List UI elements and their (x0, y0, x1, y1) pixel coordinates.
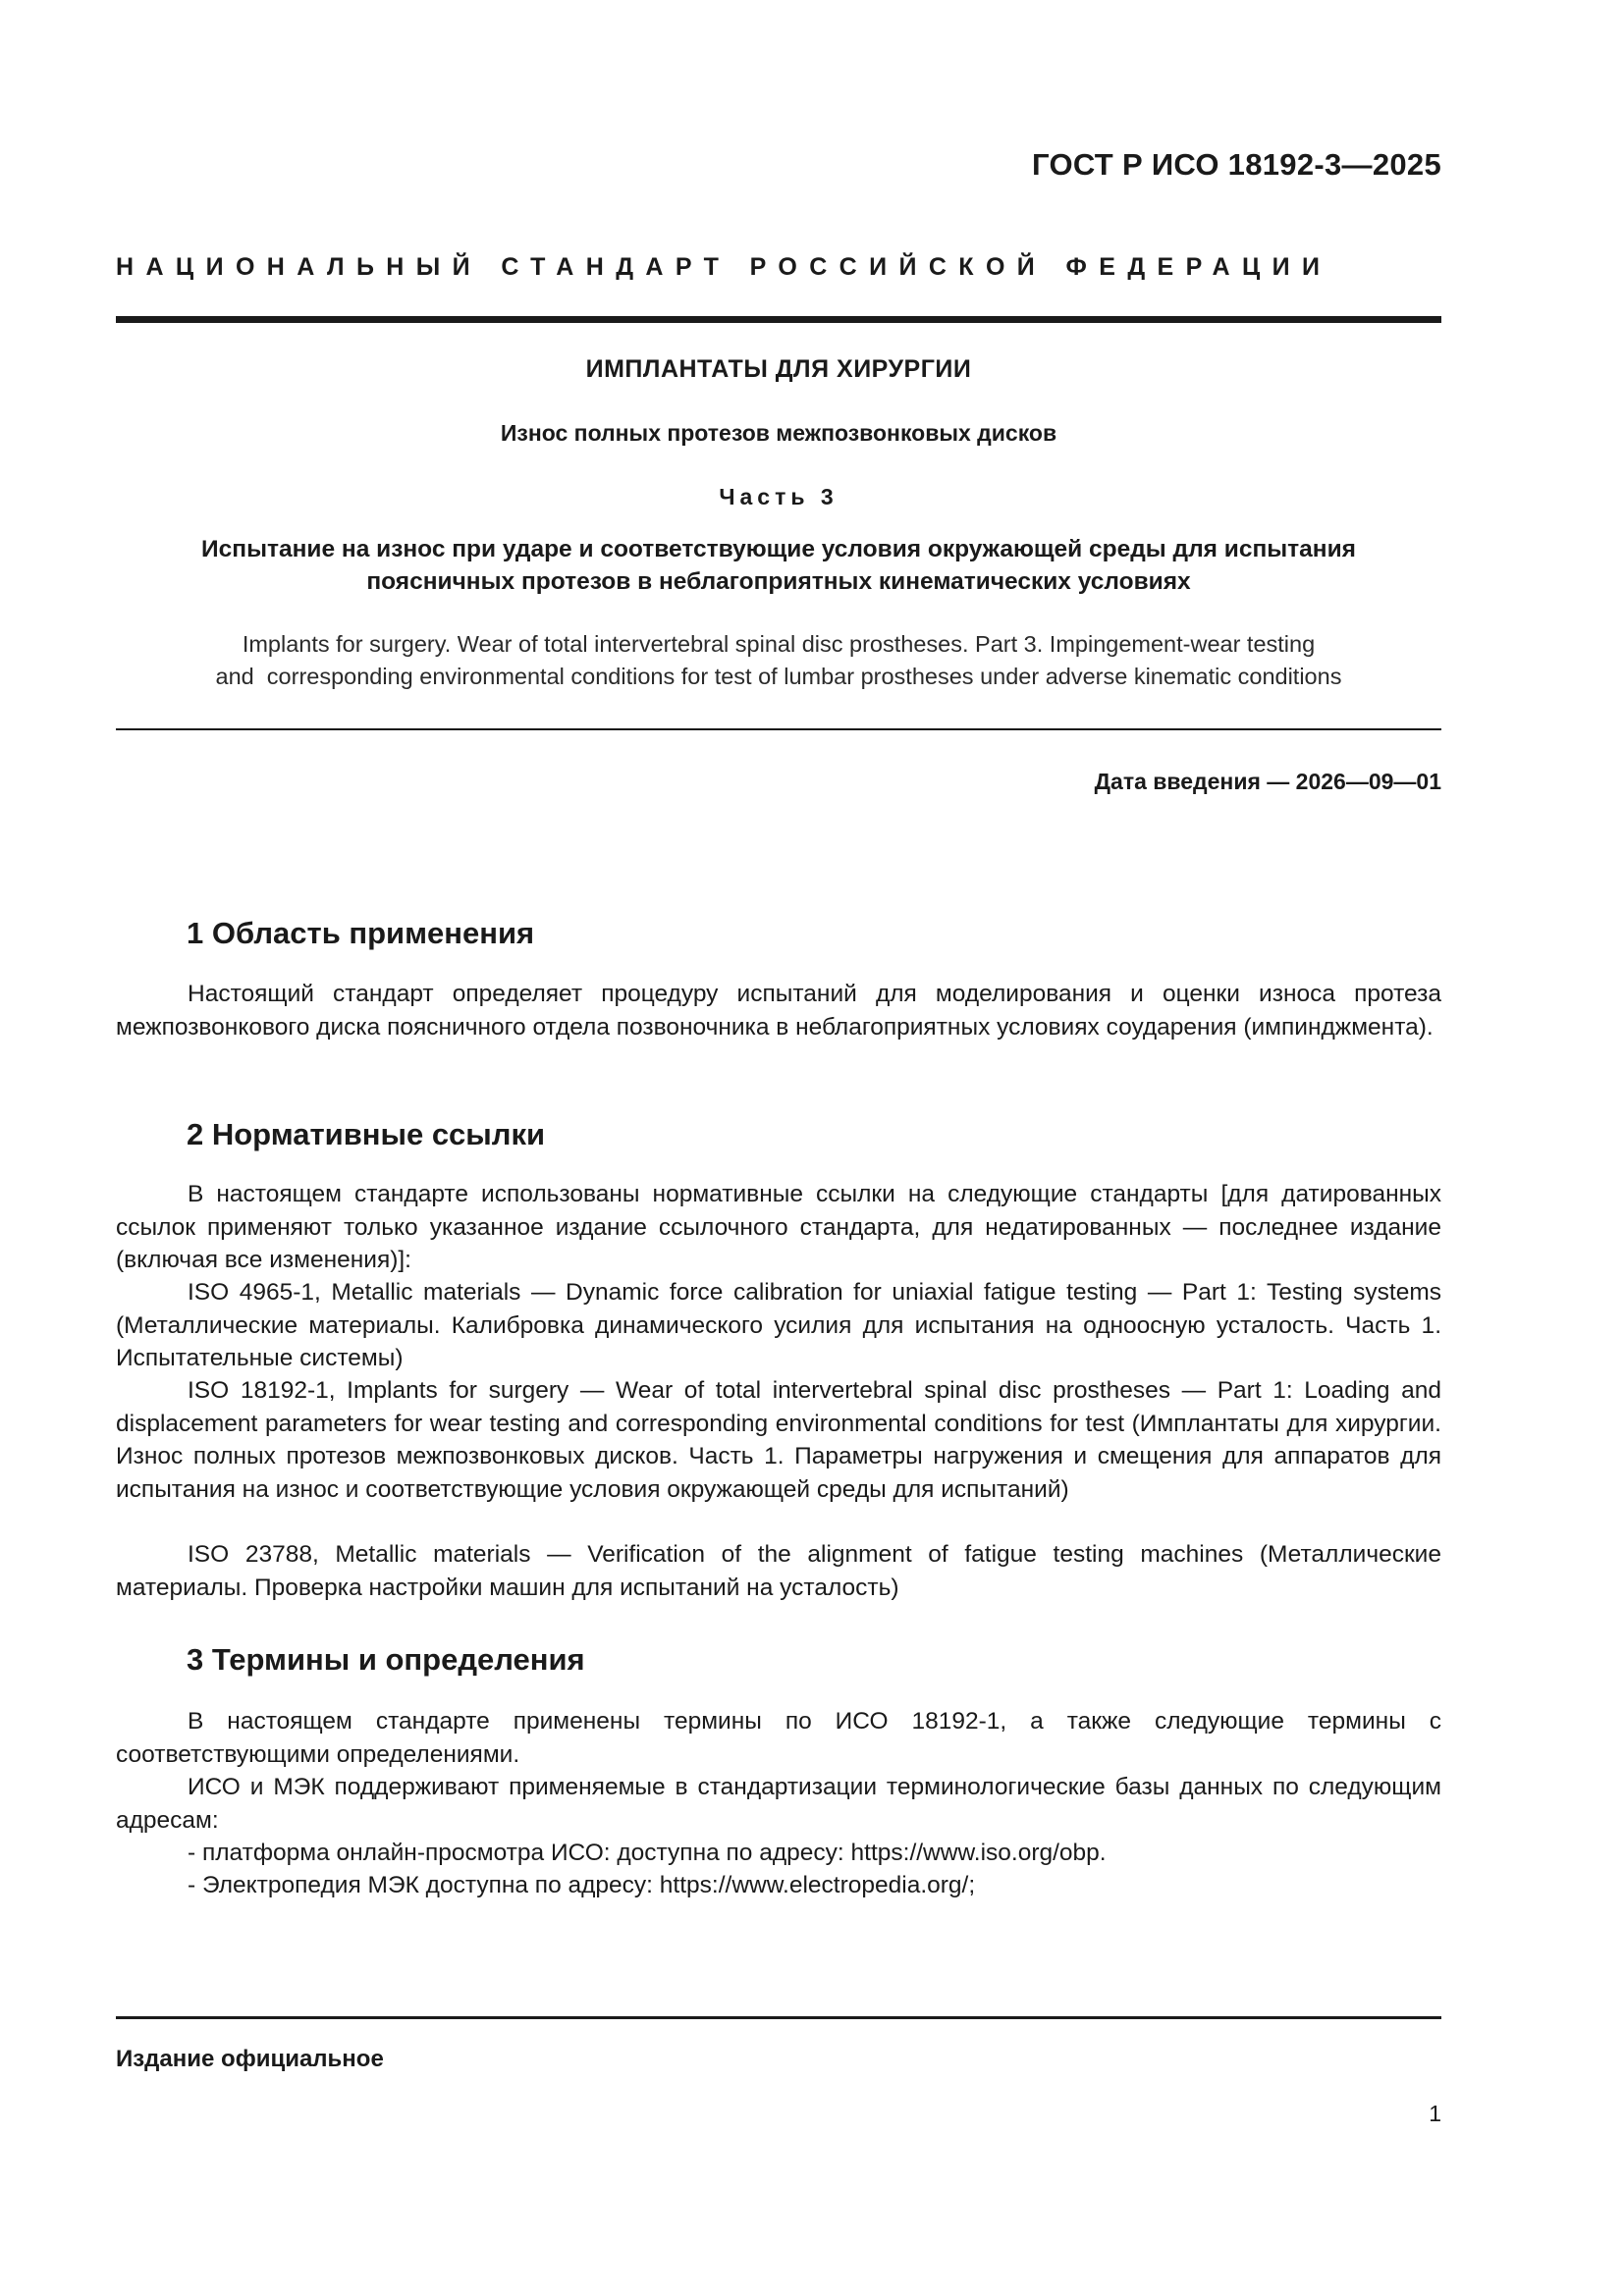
title-subtitle: Износ полных протезов межпозвонковых дисков (500, 420, 1057, 446)
paragraph: В настоящем стандарте использованы нормативные ссылки на следующие стандарты [для датированных ссылок применяют только указанное издание ссылочного стандарта, для недатированных — последнее издание (включая все изменения)]: (116, 1181, 1441, 1273)
section-heading-normative-references: 2 Нормативные ссылки (187, 1117, 546, 1151)
title-english-line1: Implants for surgery. Wear of total intervertebral spinal disc prostheses. Part 3. Impingement-wear testing (242, 631, 1316, 657)
paragraph: В настоящем стандарте применены термины по ИСО 18192-1, а также следующие термины с соответствующими определениями. (116, 1708, 1441, 1768)
header-thick-rule (116, 316, 1441, 323)
introduction-date: Дата введения — 2026—09—01 (1094, 769, 1441, 794)
national-standard-banner: НАЦИОНАЛЬНЫЙ СТАНДАРТ РОССИЙСКОЙ ФЕДЕРАЦИИ (116, 253, 1332, 281)
title-part-name (116, 533, 1441, 598)
document-page (116, 0, 1441, 2296)
section-heading-scope: 1 Область применения (187, 916, 535, 950)
reference-item: ISO 18192-1, Implants for surgery — Wear of total intervertebral spinal disc prostheses — Part 1: Loading and displacement parameters for wear testing and corresponding environmental conditions for test (Имплантаты для хирургии. Износ полных протезов межпозвонковых дисков. Часть 1. Параметры нагружения и смещения для аппаратов для испытания на износ и соответствующие условия окружающей среды для испытаний) (116, 1377, 1441, 1503)
reference-item: ISO 4965-1, Metallic materials — Dynamic force calibration for uniaxial fatigue testing — Part 1: Testing systems (Металлические материалы. Калибровка динамического усилия для испытания на одноосную усталость. Часть 1. Испытательные системы) (116, 1279, 1441, 1371)
title-thin-rule (116, 728, 1441, 730)
official-edition-label: Издание официальное (116, 2046, 384, 2072)
title-part-name-line2: поясничных протезов в неблагоприятных кинематических условиях (366, 568, 1191, 595)
title-part-name-line1: Испытание на износ при ударе и соответствующие условия окружающей среды для испытания (201, 536, 1356, 562)
page-number: 1 (1429, 2101, 1441, 2126)
standard-designation: ГОСТ Р ИСО 18192-3—2025 (1032, 147, 1441, 182)
title-english-line2: and corresponding environmental conditions for test of lumbar prostheses under adverse kinematic conditions (215, 664, 1342, 689)
title-english (116, 628, 1441, 693)
paragraph: Настоящий стандарт определяет процедуру испытаний для моделирования и оценки износа протеза межпозвонкового диска поясничного отдела позвоночника в неблагоприятных условиях соударения (импинджмента). (116, 981, 1441, 1041)
list-item: - Электропедия МЭК доступна по адресу: https://www.electropedia.org/; (188, 1872, 976, 1898)
reference-item: ISO 23788, Metallic materials — Verification of the alignment of fatigue testing machines (Металлические материалы. Проверка настройки машин для испытаний на усталость) (116, 1541, 1441, 1601)
title-main: ИМПЛАНТАТЫ ДЛЯ ХИРУРГИИ (585, 355, 972, 383)
title-part: Часть 3 (719, 484, 839, 509)
paragraph: ИСО и МЭК поддерживают применяемые в стандартизации терминологические базы данных по следующим адресам: (116, 1774, 1441, 1834)
section-heading-terms: 3 Термины и определения (187, 1642, 585, 1677)
list-item: - платформа онлайн-просмотра ИСО: доступна по адресу: https://www.iso.org/obp. (188, 1840, 1107, 1866)
footer-rule (116, 2016, 1441, 2019)
